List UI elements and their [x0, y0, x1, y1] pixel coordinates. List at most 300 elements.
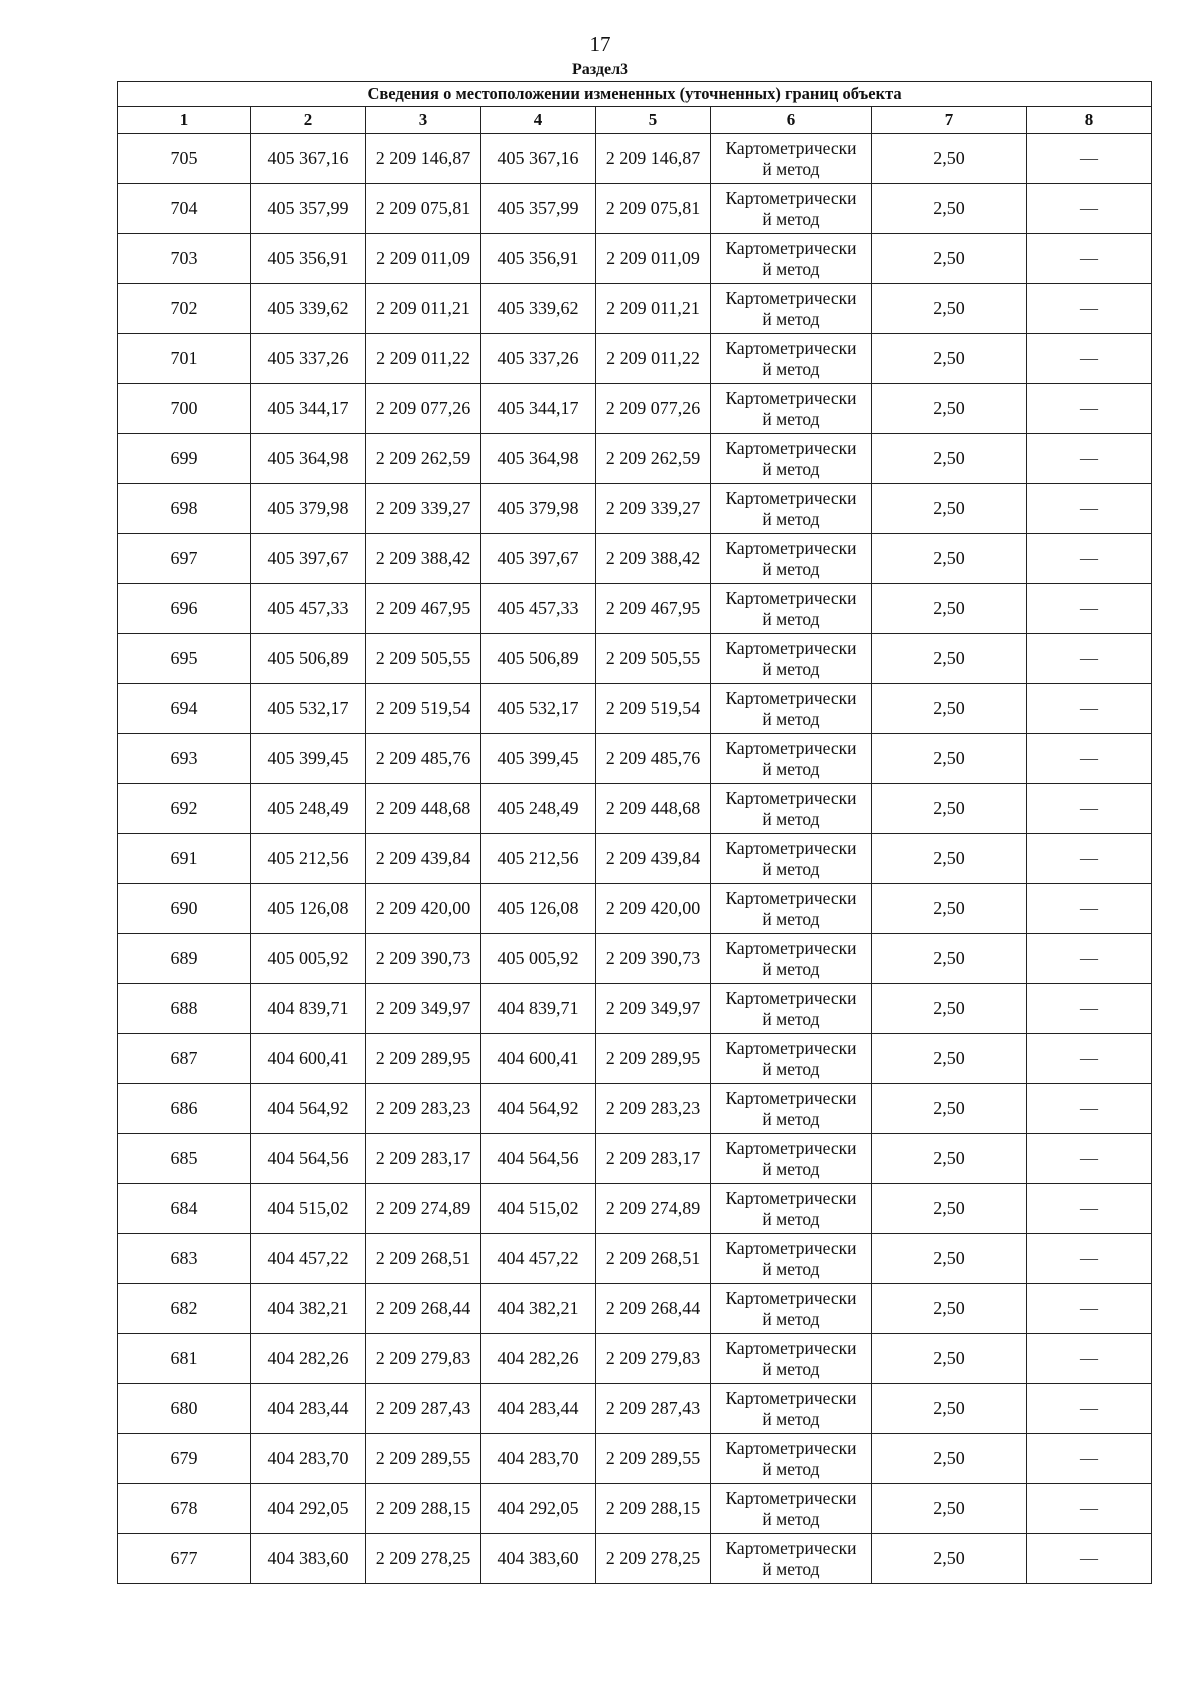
- point-number-cell: 694: [118, 684, 251, 734]
- point-number-cell: 687: [118, 1034, 251, 1084]
- note-cell: —: [1027, 284, 1152, 334]
- note-cell: —: [1027, 1534, 1152, 1584]
- existing-y-cell: 2 209 439,84: [366, 834, 481, 884]
- method-cell: [711, 1234, 872, 1284]
- new-x-cell: 404 839,71: [481, 984, 596, 1034]
- point-number-cell: 691: [118, 834, 251, 884]
- table-row: [118, 734, 1152, 784]
- method-text-line: Картометрически: [725, 487, 857, 508]
- table-row: [118, 1084, 1152, 1134]
- method-text-line: Картометрически: [725, 687, 857, 708]
- new-y-cell: 2 209 011,21: [596, 284, 711, 334]
- existing-x-cell: 404 564,56: [251, 1134, 366, 1184]
- precision-cell: 2,50: [872, 634, 1027, 684]
- existing-y-cell: 2 209 262,59: [366, 434, 481, 484]
- boundary-coordinates-table: [117, 81, 1152, 1584]
- precision-cell: 2,50: [872, 1084, 1027, 1134]
- method-cell: [711, 234, 872, 284]
- note-cell: —: [1027, 1334, 1152, 1384]
- note-cell: —: [1027, 684, 1152, 734]
- precision-cell: 2,50: [872, 284, 1027, 334]
- page-number: 17: [589, 32, 611, 56]
- method-text-line: й метод: [762, 1308, 820, 1329]
- note-cell: —: [1027, 1084, 1152, 1134]
- method-text-line: Картометрически: [725, 387, 857, 408]
- point-number-cell: 680: [118, 1384, 251, 1434]
- note-cell: —: [1027, 784, 1152, 834]
- method-text-line: Картометрически: [725, 437, 857, 458]
- precision-cell: 2,50: [872, 1334, 1027, 1384]
- new-x-cell: 405 506,89: [481, 634, 596, 684]
- note-cell: —: [1027, 484, 1152, 534]
- new-y-cell: 2 209 268,44: [596, 1284, 711, 1334]
- method-cell: [711, 284, 872, 334]
- method-text-line: Картометрически: [725, 1487, 857, 1508]
- precision-cell: 2,50: [872, 1284, 1027, 1334]
- column-number: 1: [118, 107, 251, 134]
- method-cell: [711, 134, 872, 184]
- new-x-cell: 405 399,45: [481, 734, 596, 784]
- precision-cell: 2,50: [872, 1184, 1027, 1234]
- method-text-line: й метод: [762, 908, 820, 929]
- table-caption: Сведения о местоположении измененных (уточненных) границ объекта: [118, 82, 1152, 107]
- note-cell: —: [1027, 234, 1152, 284]
- table-row: [118, 984, 1152, 1034]
- method-cell: [711, 484, 872, 534]
- existing-y-cell: 2 209 278,25: [366, 1534, 481, 1584]
- note-cell: —: [1027, 834, 1152, 884]
- method-text-line: й метод: [762, 658, 820, 679]
- method-text-line: й метод: [762, 1558, 820, 1579]
- existing-x-cell: 404 515,02: [251, 1184, 366, 1234]
- table-row: [118, 884, 1152, 934]
- table-row: [118, 134, 1152, 184]
- point-number-cell: 685: [118, 1134, 251, 1184]
- precision-cell: 2,50: [872, 1134, 1027, 1184]
- existing-y-cell: 2 209 268,51: [366, 1234, 481, 1284]
- existing-x-cell: 405 506,89: [251, 634, 366, 684]
- existing-y-cell: 2 209 349,97: [366, 984, 481, 1034]
- new-x-cell: 404 564,92: [481, 1084, 596, 1134]
- table-row: [118, 1184, 1152, 1234]
- new-x-cell: 404 383,60: [481, 1534, 596, 1584]
- existing-x-cell: 405 457,33: [251, 584, 366, 634]
- new-y-cell: 2 209 278,25: [596, 1534, 711, 1584]
- column-number: 3: [366, 107, 481, 134]
- table-row: [118, 784, 1152, 834]
- new-y-cell: 2 209 289,95: [596, 1034, 711, 1084]
- existing-x-cell: 405 397,67: [251, 534, 366, 584]
- method-text-line: й метод: [762, 1008, 820, 1029]
- point-number-cell: 704: [118, 184, 251, 234]
- method-text-line: Картометрически: [725, 637, 857, 658]
- method-cell: [711, 534, 872, 584]
- column-number: 5: [596, 107, 711, 134]
- precision-cell: 2,50: [872, 784, 1027, 834]
- precision-cell: 2,50: [872, 1434, 1027, 1484]
- method-text-line: й метод: [762, 1508, 820, 1529]
- precision-cell: 2,50: [872, 334, 1027, 384]
- method-cell: [711, 1384, 872, 1434]
- method-text-line: й метод: [762, 808, 820, 829]
- table-row: [118, 534, 1152, 584]
- new-y-cell: 2 209 274,89: [596, 1184, 711, 1234]
- existing-y-cell: 2 209 011,21: [366, 284, 481, 334]
- table-row: [118, 834, 1152, 884]
- existing-y-cell: 2 209 075,81: [366, 184, 481, 234]
- method-text-line: Картометрически: [725, 887, 857, 908]
- precision-cell: 2,50: [872, 834, 1027, 884]
- new-y-cell: 2 209 439,84: [596, 834, 711, 884]
- new-y-cell: 2 209 505,55: [596, 634, 711, 684]
- method-text-line: й метод: [762, 208, 820, 229]
- column-number: 6: [711, 107, 872, 134]
- new-y-cell: 2 209 146,87: [596, 134, 711, 184]
- existing-x-cell: 405 379,98: [251, 484, 366, 534]
- precision-cell: 2,50: [872, 534, 1027, 584]
- new-x-cell: 405 005,92: [481, 934, 596, 984]
- method-text-line: й метод: [762, 258, 820, 279]
- method-cell: [711, 784, 872, 834]
- point-number-cell: 678: [118, 1484, 251, 1534]
- point-number-cell: 690: [118, 884, 251, 934]
- new-x-cell: 405 379,98: [481, 484, 596, 534]
- note-cell: —: [1027, 1384, 1152, 1434]
- note-cell: —: [1027, 534, 1152, 584]
- existing-x-cell: 405 005,92: [251, 934, 366, 984]
- method-text-line: й метод: [762, 1208, 820, 1229]
- method-cell: [711, 884, 872, 934]
- method-text-line: Картометрически: [725, 987, 857, 1008]
- method-text-line: й метод: [762, 1058, 820, 1079]
- existing-y-cell: 2 209 519,54: [366, 684, 481, 734]
- existing-x-cell: 404 839,71: [251, 984, 366, 1034]
- note-cell: —: [1027, 1034, 1152, 1084]
- method-text-line: й метод: [762, 958, 820, 979]
- existing-y-cell: 2 209 467,95: [366, 584, 481, 634]
- method-text-line: Картометрически: [725, 1287, 857, 1308]
- new-x-cell: 405 367,16: [481, 134, 596, 184]
- note-cell: —: [1027, 1484, 1152, 1534]
- method-text-line: Картометрически: [725, 1137, 857, 1158]
- method-text-line: Картометрически: [725, 1037, 857, 1058]
- new-x-cell: 405 364,98: [481, 434, 596, 484]
- existing-y-cell: 2 209 268,44: [366, 1284, 481, 1334]
- table-row: [118, 934, 1152, 984]
- existing-y-cell: 2 209 011,09: [366, 234, 481, 284]
- existing-y-cell: 2 209 287,43: [366, 1384, 481, 1434]
- existing-y-cell: 2 209 077,26: [366, 384, 481, 434]
- precision-cell: 2,50: [872, 1384, 1027, 1434]
- point-number-cell: 705: [118, 134, 251, 184]
- method-cell: [711, 1484, 872, 1534]
- point-number-cell: 701: [118, 334, 251, 384]
- point-number-cell: 702: [118, 284, 251, 334]
- method-text-line: Картометрически: [725, 937, 857, 958]
- new-x-cell: 405 248,49: [481, 784, 596, 834]
- new-x-cell: 404 564,56: [481, 1134, 596, 1184]
- precision-cell: 2,50: [872, 234, 1027, 284]
- method-text-line: й метод: [762, 308, 820, 329]
- method-text-line: Картометрически: [725, 337, 857, 358]
- method-cell: [711, 584, 872, 634]
- point-number-cell: 700: [118, 384, 251, 434]
- method-text-line: Картометрически: [725, 237, 857, 258]
- method-text-line: Картометрически: [725, 187, 857, 208]
- new-y-cell: 2 209 283,17: [596, 1134, 711, 1184]
- note-cell: —: [1027, 134, 1152, 184]
- method-text-line: й метод: [762, 1358, 820, 1379]
- new-y-cell: 2 209 077,26: [596, 384, 711, 434]
- method-cell: [711, 334, 872, 384]
- precision-cell: 2,50: [872, 1234, 1027, 1284]
- point-number-cell: 679: [118, 1434, 251, 1484]
- existing-x-cell: 405 126,08: [251, 884, 366, 934]
- method-text-line: й метод: [762, 1258, 820, 1279]
- existing-y-cell: 2 209 420,00: [366, 884, 481, 934]
- note-cell: —: [1027, 434, 1152, 484]
- method-text-line: й метод: [762, 608, 820, 629]
- existing-x-cell: 405 337,26: [251, 334, 366, 384]
- existing-y-cell: 2 209 388,42: [366, 534, 481, 584]
- new-x-cell: 405 457,33: [481, 584, 596, 634]
- table-row: [118, 1334, 1152, 1384]
- point-number-cell: 699: [118, 434, 251, 484]
- new-y-cell: 2 209 283,23: [596, 1084, 711, 1134]
- precision-cell: 2,50: [872, 984, 1027, 1034]
- new-y-cell: 2 209 339,27: [596, 484, 711, 534]
- method-text-line: Картометрически: [725, 1437, 857, 1458]
- new-x-cell: 405 532,17: [481, 684, 596, 734]
- column-number: 4: [481, 107, 596, 134]
- new-y-cell: 2 209 262,59: [596, 434, 711, 484]
- method-text-line: й метод: [762, 358, 820, 379]
- new-x-cell: 404 283,70: [481, 1434, 596, 1484]
- new-x-cell: 404 282,26: [481, 1334, 596, 1384]
- note-cell: —: [1027, 1134, 1152, 1184]
- new-y-cell: 2 209 467,95: [596, 584, 711, 634]
- table-row: [118, 1134, 1152, 1184]
- new-x-cell: 405 344,17: [481, 384, 596, 434]
- existing-y-cell: 2 209 289,55: [366, 1434, 481, 1484]
- method-text-line: й метод: [762, 1108, 820, 1129]
- existing-y-cell: 2 209 505,55: [366, 634, 481, 684]
- new-x-cell: 405 212,56: [481, 834, 596, 884]
- method-text-line: Картометрически: [725, 787, 857, 808]
- table-row: [118, 484, 1152, 534]
- existing-y-cell: 2 209 288,15: [366, 1484, 481, 1534]
- method-text-line: й метод: [762, 1408, 820, 1429]
- method-text-line: Картометрически: [725, 1087, 857, 1108]
- method-text-line: Картометрически: [725, 1237, 857, 1258]
- precision-cell: 2,50: [872, 934, 1027, 984]
- new-y-cell: 2 209 519,54: [596, 684, 711, 734]
- existing-y-cell: 2 209 146,87: [366, 134, 481, 184]
- note-cell: —: [1027, 984, 1152, 1034]
- column-number: 7: [872, 107, 1027, 134]
- new-x-cell: 404 292,05: [481, 1484, 596, 1534]
- new-x-cell: 404 600,41: [481, 1034, 596, 1084]
- new-y-cell: 2 209 349,97: [596, 984, 711, 1034]
- new-y-cell: 2 209 390,73: [596, 934, 711, 984]
- point-number-cell: 696: [118, 584, 251, 634]
- existing-x-cell: 404 457,22: [251, 1234, 366, 1284]
- table-row: [118, 1384, 1152, 1434]
- precision-cell: 2,50: [872, 584, 1027, 634]
- method-cell: [711, 1084, 872, 1134]
- existing-y-cell: 2 209 283,23: [366, 1084, 481, 1134]
- new-y-cell: 2 209 485,76: [596, 734, 711, 784]
- method-cell: [711, 384, 872, 434]
- method-cell: [711, 1134, 872, 1184]
- existing-x-cell: 404 383,60: [251, 1534, 366, 1584]
- point-number-cell: 698: [118, 484, 251, 534]
- new-x-cell: 405 337,26: [481, 334, 596, 384]
- method-text-line: й метод: [762, 558, 820, 579]
- point-number-cell: 681: [118, 1334, 251, 1384]
- point-number-cell: 677: [118, 1534, 251, 1584]
- precision-cell: 2,50: [872, 484, 1027, 534]
- method-text-line: Картометрически: [725, 137, 857, 158]
- point-number-cell: 695: [118, 634, 251, 684]
- table-row: [118, 334, 1152, 384]
- method-cell: [711, 1434, 872, 1484]
- column-number: 8: [1027, 107, 1152, 134]
- table-row: [118, 1484, 1152, 1534]
- point-number-cell: 686: [118, 1084, 251, 1134]
- method-text-line: й метод: [762, 158, 820, 179]
- method-cell: [711, 634, 872, 684]
- method-cell: [711, 684, 872, 734]
- table-row: [118, 234, 1152, 284]
- column-number-row: [118, 107, 1152, 134]
- method-text-line: й метод: [762, 708, 820, 729]
- new-y-cell: 2 209 448,68: [596, 784, 711, 834]
- table-row: [118, 434, 1152, 484]
- table-row: [118, 284, 1152, 334]
- existing-y-cell: 2 209 339,27: [366, 484, 481, 534]
- table-row: [118, 1234, 1152, 1284]
- new-y-cell: 2 209 388,42: [596, 534, 711, 584]
- precision-cell: 2,50: [872, 884, 1027, 934]
- new-x-cell: 404 283,44: [481, 1384, 596, 1434]
- existing-x-cell: 404 600,41: [251, 1034, 366, 1084]
- existing-x-cell: 405 367,16: [251, 134, 366, 184]
- precision-cell: 2,50: [872, 734, 1027, 784]
- note-cell: —: [1027, 634, 1152, 684]
- table-row: [118, 1434, 1152, 1484]
- existing-y-cell: 2 209 390,73: [366, 934, 481, 984]
- existing-y-cell: 2 209 283,17: [366, 1134, 481, 1184]
- new-y-cell: 2 209 011,22: [596, 334, 711, 384]
- precision-cell: 2,50: [872, 1034, 1027, 1084]
- precision-cell: 2,50: [872, 1534, 1027, 1584]
- table-row: [118, 1534, 1152, 1584]
- table-row: [118, 634, 1152, 684]
- method-text-line: Картометрически: [725, 1537, 857, 1558]
- note-cell: —: [1027, 584, 1152, 634]
- method-text-line: й метод: [762, 508, 820, 529]
- method-text-line: й метод: [762, 1158, 820, 1179]
- precision-cell: 2,50: [872, 434, 1027, 484]
- precision-cell: 2,50: [872, 384, 1027, 434]
- existing-y-cell: 2 209 448,68: [366, 784, 481, 834]
- method-text-line: Картометрически: [725, 1337, 857, 1358]
- method-cell: [711, 734, 872, 784]
- new-x-cell: 405 356,91: [481, 234, 596, 284]
- precision-cell: 2,50: [872, 684, 1027, 734]
- new-x-cell: 404 457,22: [481, 1234, 596, 1284]
- new-x-cell: 405 357,99: [481, 184, 596, 234]
- existing-y-cell: 2 209 279,83: [366, 1334, 481, 1384]
- existing-x-cell: 404 292,05: [251, 1484, 366, 1534]
- new-x-cell: 405 397,67: [481, 534, 596, 584]
- existing-x-cell: 404 282,26: [251, 1334, 366, 1384]
- note-cell: —: [1027, 1284, 1152, 1334]
- point-number-cell: 693: [118, 734, 251, 784]
- point-number-cell: 689: [118, 934, 251, 984]
- new-x-cell: 405 339,62: [481, 284, 596, 334]
- new-y-cell: 2 209 287,43: [596, 1384, 711, 1434]
- precision-cell: 2,50: [872, 1484, 1027, 1534]
- existing-x-cell: 405 357,99: [251, 184, 366, 234]
- note-cell: —: [1027, 734, 1152, 784]
- point-number-cell: 697: [118, 534, 251, 584]
- new-x-cell: 404 515,02: [481, 1184, 596, 1234]
- method-cell: [711, 1034, 872, 1084]
- new-y-cell: 2 209 279,83: [596, 1334, 711, 1384]
- existing-y-cell: 2 209 485,76: [366, 734, 481, 784]
- method-cell: [711, 184, 872, 234]
- existing-y-cell: 2 209 274,89: [366, 1184, 481, 1234]
- method-text-line: Картометрически: [725, 837, 857, 858]
- method-cell: [711, 984, 872, 1034]
- existing-x-cell: 404 382,21: [251, 1284, 366, 1334]
- new-y-cell: 2 209 268,51: [596, 1234, 711, 1284]
- method-cell: [711, 1184, 872, 1234]
- new-y-cell: 2 209 011,09: [596, 234, 711, 284]
- note-cell: —: [1027, 934, 1152, 984]
- existing-y-cell: 2 209 011,22: [366, 334, 481, 384]
- method-text-line: Картометрически: [725, 1387, 857, 1408]
- note-cell: —: [1027, 1434, 1152, 1484]
- point-number-cell: 688: [118, 984, 251, 1034]
- point-number-cell: 703: [118, 234, 251, 284]
- existing-y-cell: 2 209 289,95: [366, 1034, 481, 1084]
- method-cell: [711, 1334, 872, 1384]
- method-text-line: й метод: [762, 758, 820, 779]
- new-x-cell: 404 382,21: [481, 1284, 596, 1334]
- method-cell: [711, 1534, 872, 1584]
- method-cell: [711, 1284, 872, 1334]
- method-text-line: Картометрически: [725, 537, 857, 558]
- method-text-line: Картометрически: [725, 737, 857, 758]
- method-text-line: й метод: [762, 858, 820, 879]
- point-number-cell: 692: [118, 784, 251, 834]
- existing-x-cell: 405 339,62: [251, 284, 366, 334]
- existing-x-cell: 405 532,17: [251, 684, 366, 734]
- table-row: [118, 384, 1152, 434]
- table-row: [118, 184, 1152, 234]
- method-cell: [711, 834, 872, 884]
- note-cell: —: [1027, 884, 1152, 934]
- point-number-cell: 683: [118, 1234, 251, 1284]
- table-row: [118, 684, 1152, 734]
- new-y-cell: 2 209 288,15: [596, 1484, 711, 1534]
- existing-x-cell: 405 248,49: [251, 784, 366, 834]
- method-text-line: Картометрически: [725, 587, 857, 608]
- precision-cell: 2,50: [872, 134, 1027, 184]
